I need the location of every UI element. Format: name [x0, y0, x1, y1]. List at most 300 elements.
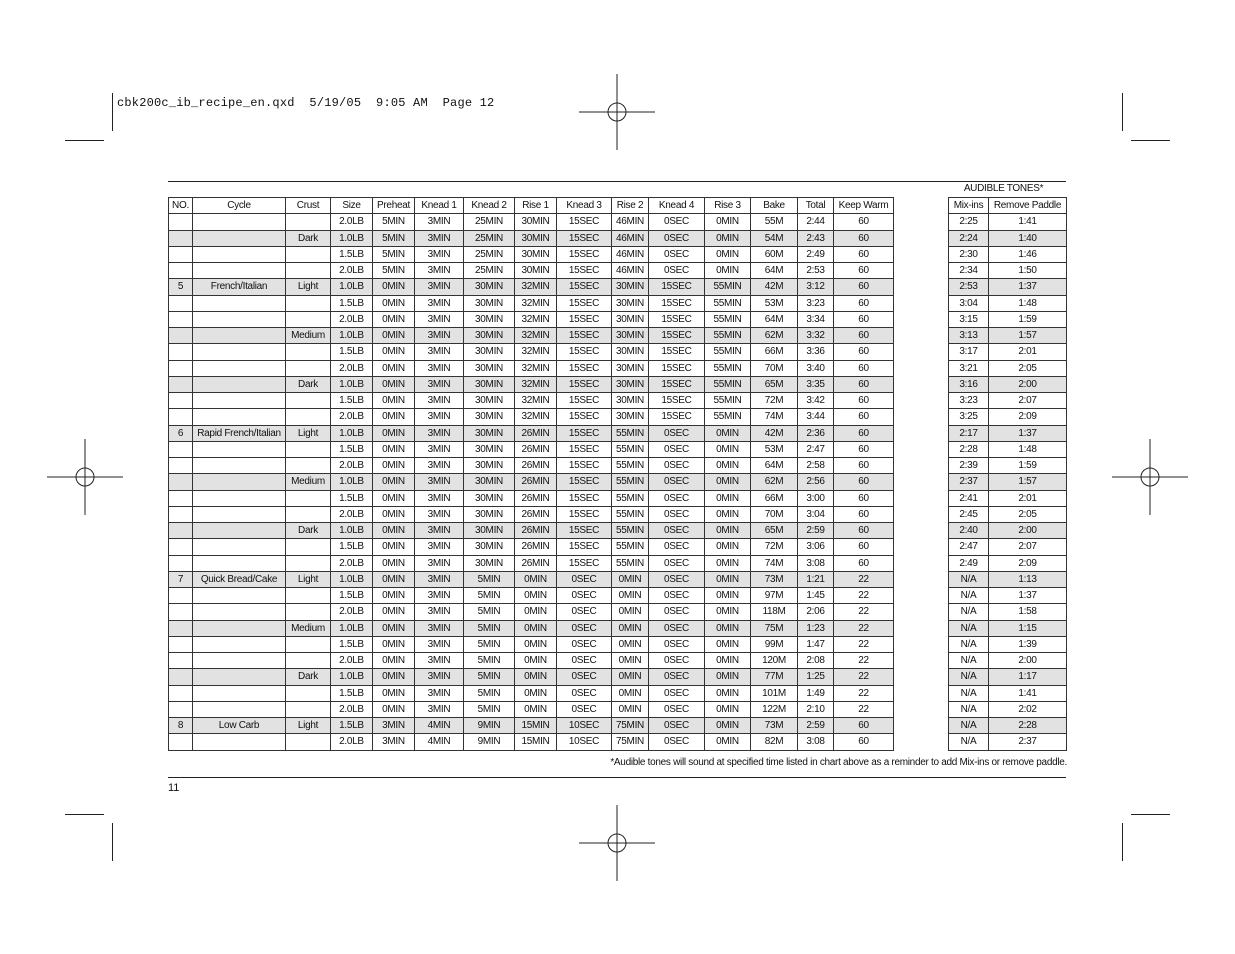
table-cell: 1.0LB — [331, 571, 373, 587]
table-cell: 3MIN — [415, 230, 464, 246]
table-cell: 4MIN — [415, 734, 464, 750]
table-cell: 3MIN — [415, 263, 464, 279]
table-row — [169, 409, 894, 425]
table-cell: 30MIN — [464, 409, 515, 425]
table-cell: 15SEC — [557, 441, 612, 457]
table-row — [949, 506, 1067, 522]
table-cell: 15SEC — [557, 555, 612, 571]
table-row — [949, 653, 1067, 669]
table-cell: 0MIN — [705, 539, 751, 555]
table-cell: 60 — [834, 718, 894, 734]
table-cell: 1.0LB — [331, 474, 373, 490]
table-cell: 60 — [834, 425, 894, 441]
table-cell: 3MIN — [415, 458, 464, 474]
table-cell: 3MIN — [415, 441, 464, 457]
column-header: Remove Paddle — [989, 198, 1067, 214]
column-header: NO. — [169, 198, 193, 214]
table-cell: French/Italian — [193, 279, 286, 295]
table-cell: 60 — [834, 555, 894, 571]
column-header: Crust — [286, 198, 331, 214]
table-cell: 26MIN — [515, 425, 557, 441]
tones-cell: 1:48 — [989, 295, 1067, 311]
table-cell: 30MIN — [612, 344, 649, 360]
tones-cell: 2:07 — [989, 539, 1067, 555]
table-row — [949, 685, 1067, 701]
table-cell: 0SEC — [649, 506, 705, 522]
table-cell: 0SEC — [649, 458, 705, 474]
table-cell: 22 — [834, 653, 894, 669]
table-row — [169, 279, 894, 295]
table-cell: 30MIN — [464, 393, 515, 409]
table-cell: 46MIN — [612, 214, 649, 230]
table-cell: 0SEC — [557, 620, 612, 636]
table-cell: 0MIN — [373, 311, 415, 327]
table-row — [949, 490, 1067, 506]
table-cell: 25MIN — [464, 230, 515, 246]
table-cell: 0MIN — [705, 604, 751, 620]
table-cell: 10SEC — [557, 734, 612, 750]
table-cell: 2:43 — [798, 230, 834, 246]
table-cell: 60 — [834, 506, 894, 522]
table-cell: 15SEC — [557, 474, 612, 490]
table-cell: 2:59 — [798, 523, 834, 539]
table-cell: 0SEC — [557, 701, 612, 717]
table-cell — [169, 441, 193, 457]
table-cell: 1:47 — [798, 636, 834, 652]
table-cell: 46MIN — [612, 246, 649, 262]
table-cell: 1:21 — [798, 571, 834, 587]
table-cell — [193, 669, 286, 685]
tones-cell: 1:40 — [989, 230, 1067, 246]
table-cell: 15SEC — [557, 279, 612, 295]
tones-cell: 2:53 — [949, 279, 989, 295]
table-row — [949, 523, 1067, 539]
tones-cell: 1:37 — [989, 425, 1067, 441]
table-cell — [169, 555, 193, 571]
table-cell: 5MIN — [464, 620, 515, 636]
table-cell: 82M — [751, 734, 798, 750]
table-cell: 1.5LB — [331, 393, 373, 409]
tones-cell: 1:57 — [989, 474, 1067, 490]
table-cell: 55MIN — [612, 474, 649, 490]
table-row — [169, 588, 894, 604]
table-cell: 0MIN — [705, 685, 751, 701]
table-cell — [193, 230, 286, 246]
table-row — [169, 701, 894, 717]
table-cell: 30MIN — [612, 279, 649, 295]
tones-cell: 2:00 — [989, 376, 1067, 392]
tones-cell: 2:34 — [949, 263, 989, 279]
table-cell: 22 — [834, 669, 894, 685]
table-row — [169, 555, 894, 571]
table-cell: 0MIN — [705, 441, 751, 457]
table-cell: 60 — [834, 263, 894, 279]
table-cell: 0MIN — [373, 523, 415, 539]
table-cell: 5MIN — [373, 246, 415, 262]
table-cell: 97M — [751, 588, 798, 604]
table-cell: 3MIN — [415, 344, 464, 360]
table-cell: 0MIN — [373, 441, 415, 457]
table-cell: 26MIN — [515, 458, 557, 474]
table-cell: 0MIN — [612, 636, 649, 652]
table-cell: 0MIN — [373, 393, 415, 409]
table-cell: 15SEC — [557, 393, 612, 409]
table-cell — [193, 588, 286, 604]
registration-mark-icon — [1112, 439, 1188, 515]
table-cell: 0MIN — [515, 701, 557, 717]
table-cell: 15MIN — [515, 734, 557, 750]
table-row — [169, 620, 894, 636]
page-number: 11 — [168, 782, 180, 794]
tones-cell: 1:59 — [989, 311, 1067, 327]
table-cell: 60 — [834, 279, 894, 295]
table-cell: Dark — [286, 523, 331, 539]
column-header: Rise 2 — [612, 198, 649, 214]
table-cell: 55MIN — [612, 555, 649, 571]
table-cell: 0MIN — [515, 653, 557, 669]
table-row — [949, 636, 1067, 652]
table-cell — [286, 588, 331, 604]
table-cell — [169, 490, 193, 506]
table-cell: 0MIN — [705, 458, 751, 474]
table-cell: 2:59 — [798, 718, 834, 734]
crop-mark — [112, 93, 113, 131]
table-cell: 0SEC — [649, 246, 705, 262]
column-header: Cycle — [193, 198, 286, 214]
table-cell: 2.0LB — [331, 701, 373, 717]
table-cell: 60 — [834, 230, 894, 246]
table-cell: 55MIN — [705, 328, 751, 344]
table-row — [949, 409, 1067, 425]
table-cell: 0MIN — [705, 620, 751, 636]
table-cell: 60 — [834, 328, 894, 344]
table-cell: 7 — [169, 571, 193, 587]
table-cell: 1.5LB — [331, 636, 373, 652]
table-cell: 3:42 — [798, 393, 834, 409]
table-cell — [193, 474, 286, 490]
table-cell: 0MIN — [705, 701, 751, 717]
table-cell — [286, 734, 331, 750]
table-cell: 1.0LB — [331, 376, 373, 392]
tones-cell: N/A — [949, 669, 989, 685]
table-cell: 0MIN — [373, 474, 415, 490]
table-cell: 0MIN — [373, 458, 415, 474]
table-cell: 26MIN — [515, 523, 557, 539]
table-cell: 3:34 — [798, 311, 834, 327]
table-cell — [286, 701, 331, 717]
table-cell: 55MIN — [705, 295, 751, 311]
table-cell: 0MIN — [705, 571, 751, 587]
table-cell: 15SEC — [557, 295, 612, 311]
tones-cell: 2:17 — [949, 425, 989, 441]
table-cell: 0MIN — [373, 539, 415, 555]
tones-cell: 2:01 — [989, 344, 1067, 360]
table-cell: Light — [286, 571, 331, 587]
table-cell: 60 — [834, 523, 894, 539]
table-cell: 2.0LB — [331, 360, 373, 376]
table-cell: 55MIN — [612, 441, 649, 457]
table-cell: 0MIN — [373, 425, 415, 441]
crop-mark — [1122, 823, 1123, 861]
table-cell: 0SEC — [557, 685, 612, 701]
table-cell: 60 — [834, 246, 894, 262]
table-cell: 15SEC — [557, 409, 612, 425]
table-cell — [169, 604, 193, 620]
table-cell: 2.0LB — [331, 653, 373, 669]
table-row — [949, 230, 1067, 246]
table-cell: 10SEC — [557, 718, 612, 734]
table-cell: 0MIN — [515, 588, 557, 604]
table-cell: 0MIN — [705, 230, 751, 246]
tones-cell: 1:50 — [989, 263, 1067, 279]
table-cell: 60M — [751, 246, 798, 262]
audible-tones-table — [948, 197, 1067, 751]
table-cell: 22 — [834, 636, 894, 652]
tones-cell: 1:13 — [989, 571, 1067, 587]
table-cell — [169, 636, 193, 652]
table-cell: 3MIN — [415, 311, 464, 327]
table-cell: 1.5LB — [331, 588, 373, 604]
table-cell: 30MIN — [464, 474, 515, 490]
table-cell: 30MIN — [464, 279, 515, 295]
tones-cell: 1:58 — [989, 604, 1067, 620]
table-cell — [193, 523, 286, 539]
table-cell — [193, 604, 286, 620]
table-cell: 0MIN — [373, 653, 415, 669]
table-cell: 0MIN — [373, 685, 415, 701]
table-row — [949, 279, 1067, 295]
table-cell: 30MIN — [612, 295, 649, 311]
table-cell: 0SEC — [557, 669, 612, 685]
table-cell: 3:44 — [798, 409, 834, 425]
table-cell: 62M — [751, 474, 798, 490]
table-row — [169, 441, 894, 457]
tones-cell: 2:00 — [989, 653, 1067, 669]
table-cell: 0SEC — [649, 701, 705, 717]
table-cell: 22 — [834, 685, 894, 701]
table-cell: 3MIN — [415, 279, 464, 295]
table-cell: 0SEC — [649, 571, 705, 587]
table-cell: 3MIN — [415, 328, 464, 344]
tones-cell: 2:28 — [949, 441, 989, 457]
table-cell: 3MIN — [415, 360, 464, 376]
table-cell: 5MIN — [464, 653, 515, 669]
table-cell — [169, 734, 193, 750]
table-row — [949, 718, 1067, 734]
tones-cell: 2:25 — [949, 214, 989, 230]
table-cell — [193, 214, 286, 230]
table-header-row — [949, 198, 1067, 214]
table-cell: 2.0LB — [331, 311, 373, 327]
table-cell: 60 — [834, 490, 894, 506]
table-cell: 118M — [751, 604, 798, 620]
table-cell: 46MIN — [612, 230, 649, 246]
table-cell — [286, 311, 331, 327]
table-cell — [193, 539, 286, 555]
table-cell: 30MIN — [515, 230, 557, 246]
column-header: Preheat — [373, 198, 415, 214]
table-cell: 26MIN — [515, 474, 557, 490]
table-cell: 3MIN — [415, 474, 464, 490]
crop-mark — [65, 140, 104, 141]
table-cell: Dark — [286, 669, 331, 685]
tones-cell: 2:30 — [949, 246, 989, 262]
table-cell: 15SEC — [649, 279, 705, 295]
table-cell: 30MIN — [464, 295, 515, 311]
table-row — [949, 295, 1067, 311]
tones-cell: 3:23 — [949, 393, 989, 409]
registration-mark-icon — [47, 439, 123, 515]
table-cell: 0MIN — [373, 588, 415, 604]
table-cell: 3MIN — [415, 409, 464, 425]
table-cell: 3MIN — [415, 636, 464, 652]
table-cell: 0MIN — [373, 328, 415, 344]
table-cell: 3MIN — [415, 620, 464, 636]
table-cell: Rapid French/Italian — [193, 425, 286, 441]
table-cell: 0MIN — [515, 685, 557, 701]
table-cell — [286, 263, 331, 279]
table-cell: 55MIN — [612, 506, 649, 522]
table-row — [169, 506, 894, 522]
table-cell: 0MIN — [705, 636, 751, 652]
table-cell — [193, 393, 286, 409]
tones-cell: N/A — [949, 636, 989, 652]
table-cell: 0MIN — [612, 571, 649, 587]
table-row — [949, 360, 1067, 376]
table-cell: 26MIN — [515, 539, 557, 555]
table-cell — [193, 263, 286, 279]
table-cell — [286, 539, 331, 555]
table-cell: 5MIN — [464, 669, 515, 685]
tones-cell: 3:13 — [949, 328, 989, 344]
tones-cell: N/A — [949, 734, 989, 750]
table-cell — [193, 246, 286, 262]
table-cell — [169, 409, 193, 425]
crop-mark — [112, 823, 113, 861]
column-header: Mix-ins — [949, 198, 989, 214]
table-cell: 25MIN — [464, 246, 515, 262]
table-cell: 30MIN — [464, 360, 515, 376]
bread-cycle-table — [168, 197, 894, 751]
table-cell: 0MIN — [373, 669, 415, 685]
table-cell — [169, 474, 193, 490]
crop-mark — [1122, 93, 1123, 131]
table-row — [169, 246, 894, 262]
table-cell: 60 — [834, 474, 894, 490]
table-cell: 0SEC — [649, 555, 705, 571]
table-cell: 2.0LB — [331, 409, 373, 425]
table-cell — [169, 360, 193, 376]
table-cell — [169, 328, 193, 344]
tones-cell: 1:59 — [989, 458, 1067, 474]
table-cell: 30MIN — [612, 328, 649, 344]
tones-cell: 2:24 — [949, 230, 989, 246]
table-cell: 15SEC — [557, 458, 612, 474]
table-cell: 0MIN — [373, 571, 415, 587]
column-header: Knead 3 — [557, 198, 612, 214]
table-cell: 30MIN — [612, 393, 649, 409]
table-cell: 1.5LB — [331, 539, 373, 555]
table-cell: 3MIN — [373, 734, 415, 750]
table-cell: 15SEC — [649, 360, 705, 376]
table-cell: 3MIN — [415, 295, 464, 311]
bottom-rule — [168, 777, 1066, 778]
table-cell: 6 — [169, 425, 193, 441]
tones-cell: N/A — [949, 571, 989, 587]
table-row — [169, 685, 894, 701]
table-cell: 75MIN — [612, 718, 649, 734]
tones-cell: 2:41 — [949, 490, 989, 506]
tones-cell: 2:37 — [949, 474, 989, 490]
table-cell: 55MIN — [612, 490, 649, 506]
table-cell: 1:25 — [798, 669, 834, 685]
table-cell: 22 — [834, 701, 894, 717]
table-cell: 55MIN — [705, 376, 751, 392]
table-cell: 15SEC — [557, 539, 612, 555]
table-cell — [169, 669, 193, 685]
table-cell: 55MIN — [612, 458, 649, 474]
table-row — [169, 571, 894, 587]
table-cell: 0MIN — [705, 523, 751, 539]
table-cell: 15SEC — [557, 263, 612, 279]
registration-mark-icon — [579, 805, 655, 881]
table-cell: 3MIN — [415, 685, 464, 701]
table-cell: 3:32 — [798, 328, 834, 344]
table-cell: 0MIN — [373, 360, 415, 376]
table-cell: 42M — [751, 279, 798, 295]
column-header: Knead 4 — [649, 198, 705, 214]
table-cell: 3:04 — [798, 506, 834, 522]
table-cell: 0MIN — [705, 246, 751, 262]
table-cell: 2.0LB — [331, 734, 373, 750]
tones-cell: 1:39 — [989, 636, 1067, 652]
table-cell: 0MIN — [515, 620, 557, 636]
table-cell: 3MIN — [415, 701, 464, 717]
tones-cell: 2:28 — [989, 718, 1067, 734]
table-cell: 32MIN — [515, 295, 557, 311]
tones-cell: N/A — [949, 620, 989, 636]
table-cell: 15SEC — [557, 425, 612, 441]
table-cell: 122M — [751, 701, 798, 717]
table-cell: 60 — [834, 539, 894, 555]
table-cell: 0MIN — [612, 604, 649, 620]
table-row — [169, 311, 894, 327]
table-cell: 30MIN — [464, 490, 515, 506]
table-cell: 30MIN — [464, 555, 515, 571]
table-cell: 30MIN — [515, 263, 557, 279]
table-cell: 5MIN — [464, 701, 515, 717]
tones-cell: 3:16 — [949, 376, 989, 392]
table-row — [169, 604, 894, 620]
tones-cell: 1:48 — [989, 441, 1067, 457]
audible-tones-title: AUDIBLE TONES* — [963, 183, 1044, 194]
tones-cell: 1:41 — [989, 685, 1067, 701]
table-cell: 53M — [751, 295, 798, 311]
table-cell: 1.0LB — [331, 620, 373, 636]
tones-cell: 3:17 — [949, 344, 989, 360]
table-row — [949, 311, 1067, 327]
table-cell: 0MIN — [705, 425, 751, 441]
table-row — [949, 555, 1067, 571]
table-cell: 1.0LB — [331, 279, 373, 295]
table-cell: 3:12 — [798, 279, 834, 295]
table-row — [169, 263, 894, 279]
table-cell: 0SEC — [649, 263, 705, 279]
table-cell: 55MIN — [612, 425, 649, 441]
table-cell: 15SEC — [649, 328, 705, 344]
table-cell: 60 — [834, 734, 894, 750]
table-cell: 32MIN — [515, 311, 557, 327]
